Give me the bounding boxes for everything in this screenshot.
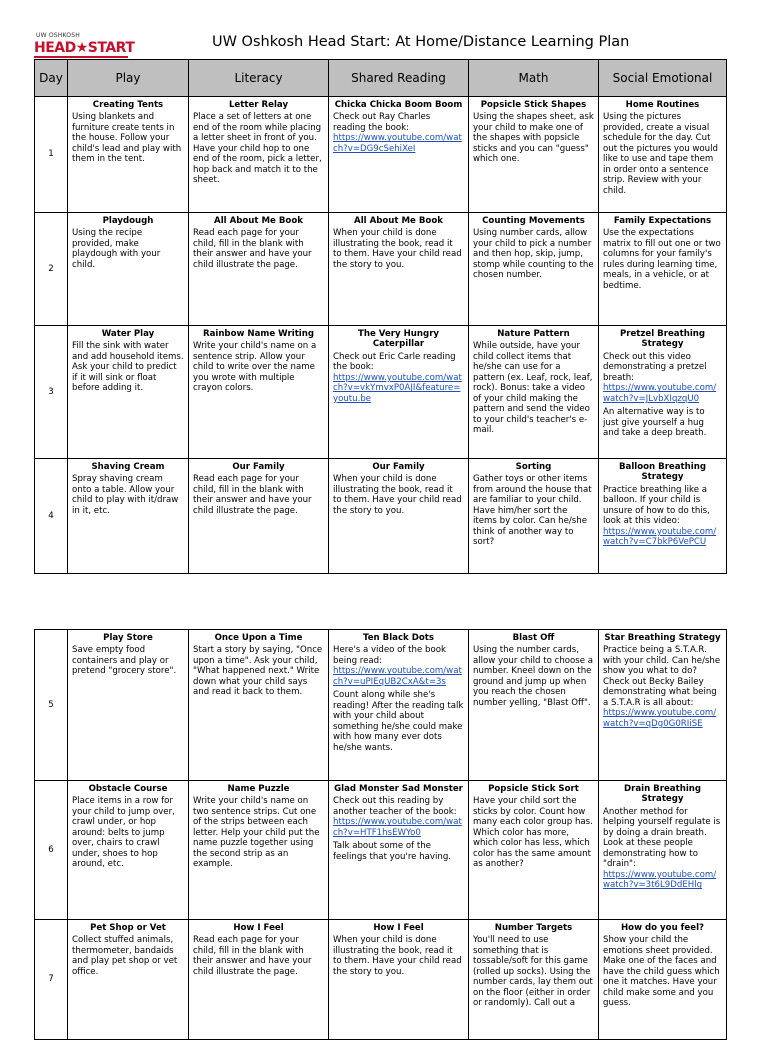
activity-cell-literacy bbox=[189, 459, 329, 574]
col-header-math: Math bbox=[469, 60, 599, 97]
activity-text bbox=[333, 474, 464, 516]
activity-followup-text: Count along while she's reading! After the reading talk with your child about something he/she could make with how many ever dots he/she wants. bbox=[333, 690, 464, 753]
activity-title: Creating Tents bbox=[92, 100, 164, 110]
activity-cell-math bbox=[469, 97, 599, 213]
activity-description: Using the pictures provided, create a visual schedule for the day. Cut out the pictures you would like to use and tape them in order onto a sentence strip. Review with your child. bbox=[603, 112, 718, 196]
activity-title: Shaving Cream bbox=[91, 462, 165, 472]
header-row bbox=[35, 60, 727, 97]
activity-cell-social-emotional bbox=[599, 630, 727, 781]
activity-cell-math bbox=[469, 213, 599, 326]
activity-text bbox=[473, 935, 594, 1008]
activity-cell-play bbox=[68, 630, 189, 781]
activity-description: Check out this reading by another teacher of the book: bbox=[333, 796, 457, 817]
activity-title: Rainbow Name Writing bbox=[202, 329, 315, 339]
day-number: 4 bbox=[35, 459, 68, 574]
activity-text bbox=[72, 341, 184, 393]
video-link[interactable]: https://www.youtube.com/watch?v=C7bkP6VePCU bbox=[603, 526, 717, 548]
logo-small-text: UW OSHKOSH bbox=[36, 32, 80, 39]
activity-description: Check out this video demonstrating a pretzel breath: bbox=[603, 351, 707, 383]
activity-title: The Very Hungry Caterpillar bbox=[357, 329, 440, 350]
activity-text bbox=[603, 645, 722, 729]
activity-cell-math bbox=[469, 630, 599, 781]
activity-title: Glad Monster Sad Monster bbox=[334, 784, 463, 794]
activity-text bbox=[333, 645, 464, 753]
day-row bbox=[35, 630, 727, 781]
activity-description: Another method for helping yourself regulate is by doing a drain breath. Look at these people demonstrating how to "drain": bbox=[603, 806, 721, 870]
activity-text bbox=[603, 485, 722, 548]
activity-title: How do you feel? bbox=[620, 923, 705, 933]
activity-title: Balloon Breathing Strategy bbox=[618, 462, 707, 483]
logo-swoosh bbox=[34, 56, 128, 58]
activity-followup-text: An alternative way is to just give yourself a hug and take a deep breath. bbox=[603, 407, 707, 439]
activity-cell-literacy bbox=[189, 630, 329, 781]
activity-description: Write your child's name on a sentence strip. Allow your child to write over the name you wrote with multiple crayon colors. bbox=[193, 341, 317, 394]
activity-text bbox=[193, 935, 324, 977]
day-row bbox=[35, 459, 727, 574]
day-row bbox=[35, 781, 727, 920]
activity-cell-literacy bbox=[189, 920, 329, 1040]
col-header-play: Play bbox=[68, 60, 189, 97]
activity-cell-shared-reading bbox=[329, 326, 469, 459]
activity-text bbox=[603, 807, 722, 891]
activity-text bbox=[193, 112, 324, 185]
video-link[interactable]: https://www.youtube.com/watch?v=uPIEqUB2CxA&t=3s bbox=[333, 666, 462, 687]
activity-cell-literacy bbox=[189, 326, 329, 459]
activity-description: Check out Ray Charles reading the book: bbox=[333, 112, 431, 133]
activity-description: Fill the sink with water and add household items. Ask your child to predict if it will sink or float before adding it. bbox=[72, 341, 184, 394]
activity-description: Read each page for your child, fill in the blank with their answer and have your child illustrate the page. bbox=[193, 228, 312, 270]
activity-text bbox=[72, 112, 184, 164]
activity-description: Read each page for your child, fill in the blank with their answer and have your child illustrate the page. bbox=[193, 474, 312, 516]
activity-title: Obstacle Course bbox=[88, 784, 168, 794]
activity-title: How I Feel bbox=[373, 923, 424, 933]
activity-text bbox=[72, 645, 184, 676]
activity-title: Pretzel Breathing Strategy bbox=[619, 329, 706, 350]
activity-title: Once Upon a Time bbox=[214, 633, 303, 643]
activity-title: Pet Shop or Vet bbox=[90, 923, 166, 933]
activity-description: Save empty food containers and play or pretend "grocery store". bbox=[72, 645, 177, 677]
activity-title: Blast Off bbox=[512, 633, 555, 643]
activity-description: When your child is done illustrating the book, read it to them. Have your child read the story to you. bbox=[333, 228, 462, 270]
activity-title: Nature Pattern bbox=[497, 329, 570, 339]
activity-description: Using the shapes sheet, ask your child to make one of the shapes with popsicle sticks and you can "guess" which one. bbox=[473, 112, 594, 165]
page-title: UW Oshkosh Head Start: At Home/Distance Learning Plan bbox=[212, 34, 630, 50]
col-header-day: Day bbox=[35, 60, 68, 97]
activity-text bbox=[603, 352, 722, 439]
activity-title: Drain Breathing Strategy bbox=[623, 784, 702, 805]
activity-text bbox=[473, 796, 594, 869]
activity-text bbox=[193, 341, 324, 393]
day-row bbox=[35, 326, 727, 459]
activity-cell-shared-reading bbox=[329, 781, 469, 920]
activity-description: Practice being a S.T.A.R. with your child. Can he/she show you what to do? Check out Becky Bailey demonstrating what being a S.T.A.R is all about: bbox=[603, 645, 721, 708]
activity-cell-literacy bbox=[189, 97, 329, 213]
activity-description: Collect stuffed animals, thermometer, bandaids and play pet shop or vet office. bbox=[72, 935, 178, 977]
activity-description: Write your child's name on two sentence strips. Cut one of the strips between each letter. Help your child put the name puzzle together using the second strip as an example. bbox=[193, 796, 320, 870]
col-header-shared-reading: Shared Reading bbox=[329, 60, 469, 97]
activity-cell-play bbox=[68, 97, 189, 213]
activity-text bbox=[333, 796, 464, 862]
activity-text bbox=[333, 112, 464, 154]
activity-text bbox=[333, 352, 464, 404]
activity-title: Ten Black Dots bbox=[362, 633, 434, 643]
activity-text bbox=[193, 645, 324, 697]
activity-title: Chicka Chicka Boom Boom bbox=[334, 100, 463, 110]
activity-text bbox=[473, 112, 594, 164]
activity-cell-play bbox=[68, 781, 189, 920]
activity-cell-play bbox=[68, 326, 189, 459]
activity-text bbox=[193, 796, 324, 869]
activity-cell-social-emotional bbox=[599, 459, 727, 574]
activity-text bbox=[193, 228, 324, 270]
plan-table-days-1-4 bbox=[34, 59, 727, 574]
activity-title: Play Store bbox=[103, 633, 153, 643]
activity-description: Read each page for your child, fill in the blank with their answer and have your child illustrate the page. bbox=[193, 935, 312, 977]
activity-description: Spray shaving cream onto a table. Allow your child to play with it/draw in it, etc. bbox=[72, 474, 179, 516]
activity-description: Using blankets and furniture create tents in the house. Follow your child's lead and play with them in the tent. bbox=[72, 112, 182, 165]
day-row bbox=[35, 213, 727, 326]
logo-big-text: HEAD★START bbox=[34, 40, 135, 56]
activity-title: Playdough bbox=[102, 216, 154, 226]
activity-title: All About Me Book bbox=[354, 216, 443, 226]
activity-title: Popsicle Stick Sort bbox=[488, 784, 579, 794]
activity-description: Using the recipe provided, make playdough with your child. bbox=[72, 228, 161, 270]
activity-cell-social-emotional bbox=[599, 781, 727, 920]
activity-title: All About Me Book bbox=[214, 216, 303, 226]
day-number: 1 bbox=[35, 97, 68, 213]
activity-text bbox=[72, 474, 184, 516]
video-link[interactable]: https://www.youtube.com/watch?v=3t6L9DdEHlg bbox=[603, 869, 717, 891]
activity-text bbox=[473, 228, 594, 280]
activity-description: Place a set of letters at one end of the room while placing a letter sheet in front of you. Have your child hop to one end of the room, pick a letter, hop back and match it to the sheet. bbox=[193, 112, 322, 186]
activity-title: Letter Relay bbox=[228, 100, 289, 110]
activity-description: Here's a video of the book being read: bbox=[333, 645, 446, 666]
activity-description: Practice breathing like a balloon. If your child is unsure of how to do this, look at this video: bbox=[603, 484, 710, 527]
activity-cell-literacy bbox=[189, 213, 329, 326]
col-header-social-emotional: Social Emotional bbox=[599, 60, 727, 97]
activity-description: Using number cards, allow your child to pick a number and then hop, skip, jump, stomp while counting to the chosen number. bbox=[473, 228, 594, 281]
activity-cell-play bbox=[68, 213, 189, 326]
activity-cell-social-emotional bbox=[599, 213, 727, 326]
activity-text bbox=[333, 935, 464, 977]
activity-title: Star Breathing Strategy bbox=[604, 633, 721, 643]
activity-description: You'll need to use something that is tossable/soft for this game (rolled up socks). Using the number cards, lay them out on the floor (either in order or randomly). Call out a bbox=[473, 935, 593, 1009]
activity-cell-shared-reading bbox=[329, 459, 469, 574]
activity-title: Sorting bbox=[515, 462, 552, 472]
activity-text bbox=[473, 474, 594, 547]
activity-text bbox=[473, 341, 594, 435]
video-link[interactable]: https://www.youtube.com/watch?v=HTF1hsEWYo0 bbox=[333, 817, 462, 838]
activity-cell-literacy bbox=[189, 781, 329, 920]
activity-description: Place items in a row for your child to jump over, crawl under, or hop around: belts to jump over, chairs to crawl under, shoes to hop around, etc. bbox=[72, 796, 175, 870]
activity-cell-shared-reading bbox=[329, 920, 469, 1040]
video-link[interactable]: https://www.youtube.com/watch?v=DG9cSehiXeI bbox=[333, 133, 462, 154]
activity-text bbox=[603, 112, 722, 196]
activity-title: Popsicle Stick Shapes bbox=[480, 100, 587, 110]
activity-title: How I Feel bbox=[233, 923, 284, 933]
activity-cell-shared-reading bbox=[329, 97, 469, 213]
activity-cell-math bbox=[469, 920, 599, 1040]
activity-description: Using the number cards, allow your child to choose a number. Kneel down on the ground and jump up when you reach the chosen number yelling, "Blast Off". bbox=[473, 645, 594, 708]
activity-description: Start a story by saying, "Once upon a time". Ask your child, "What happened next." Write down what your child says and read it back to them. bbox=[193, 645, 323, 698]
activity-cell-play bbox=[68, 920, 189, 1040]
activity-text bbox=[603, 228, 722, 291]
activity-text bbox=[473, 645, 594, 708]
activity-text bbox=[193, 474, 324, 516]
activity-cell-social-emotional bbox=[599, 920, 727, 1040]
activity-title: Family Expectations bbox=[613, 216, 712, 226]
activity-text bbox=[333, 228, 464, 270]
activity-title: Number Targets bbox=[494, 923, 573, 933]
activity-title: Home Routines bbox=[625, 100, 700, 110]
activity-cell-math bbox=[469, 459, 599, 574]
day-number: 5 bbox=[35, 630, 68, 781]
activity-description: Gather toys or other items from around the house that are familiar to your child. Have him/her sort the items by color. Can he/she think of another way to sort? bbox=[473, 474, 592, 548]
activity-title: Our Family bbox=[232, 462, 285, 472]
video-link[interactable]: https://www.youtube.com/watch?v=qDg0G0RIiSE bbox=[603, 708, 717, 729]
video-link[interactable]: https://www.youtube.com/watch?v=vkYmvxP0AJI&feature=youtu.be bbox=[333, 372, 462, 404]
activity-text bbox=[603, 935, 722, 1008]
activity-followup-text: Talk about some of the feelings that you're having. bbox=[333, 841, 452, 862]
activity-cell-math bbox=[469, 781, 599, 920]
day-row bbox=[35, 920, 727, 1040]
col-header-literacy: Literacy bbox=[189, 60, 329, 97]
activity-cell-shared-reading bbox=[329, 213, 469, 326]
activity-description: Use the expectations matrix to fill out one or two columns for your family's rules during learning time, meals, in a vehicle, or at bedtime. bbox=[603, 228, 721, 291]
activity-description: While outside, have your child collect items that he/she can use for a pattern (ex. Leaf, rock, leaf, rock). Bonus: take a video of your child making the pattern and send the video to your child's teacher's e-mail. bbox=[473, 341, 593, 436]
activity-cell-social-emotional bbox=[599, 326, 727, 459]
activity-description: When your child is done illustrating the book, read it to them. Have your child read the story to you. bbox=[333, 474, 462, 516]
day-number: 2 bbox=[35, 213, 68, 326]
plan-table-days-5-7 bbox=[34, 629, 727, 1040]
head-start-logo bbox=[34, 32, 135, 56]
activity-description: Have your child sort the sticks by color. Count how many each color group has. Which color has more, which color has less, which color has the same amount as another? bbox=[473, 796, 593, 870]
activity-description: Show your child the emotions sheet provided. Make one of the faces and have the child guess which one it matches. Have your child make some and you guess. bbox=[603, 935, 720, 1009]
activity-description: When your child is done illustrating the book, read it to them. Have your child read the story to you. bbox=[333, 935, 462, 977]
activity-cell-math bbox=[469, 326, 599, 459]
day-number: 6 bbox=[35, 781, 68, 920]
activity-title: Our Family bbox=[372, 462, 425, 472]
activity-cell-social-emotional bbox=[599, 97, 727, 213]
day-number: 7 bbox=[35, 920, 68, 1040]
activity-cell-play bbox=[68, 459, 189, 574]
activity-cell-shared-reading bbox=[329, 630, 469, 781]
activity-description: Check out Eric Carle reading the book: bbox=[333, 351, 456, 373]
day-row bbox=[35, 97, 727, 213]
day-number: 3 bbox=[35, 326, 68, 459]
activity-text bbox=[72, 228, 184, 270]
activity-text bbox=[72, 935, 184, 977]
activity-title: Name Puzzle bbox=[227, 784, 290, 794]
activity-title: Counting Movements bbox=[482, 216, 585, 226]
video-link[interactable]: https://www.youtube.com/watch?v=JLvbXIqzqU0 bbox=[603, 383, 717, 404]
activity-text bbox=[72, 796, 184, 869]
activity-title: Water Play bbox=[101, 329, 155, 339]
